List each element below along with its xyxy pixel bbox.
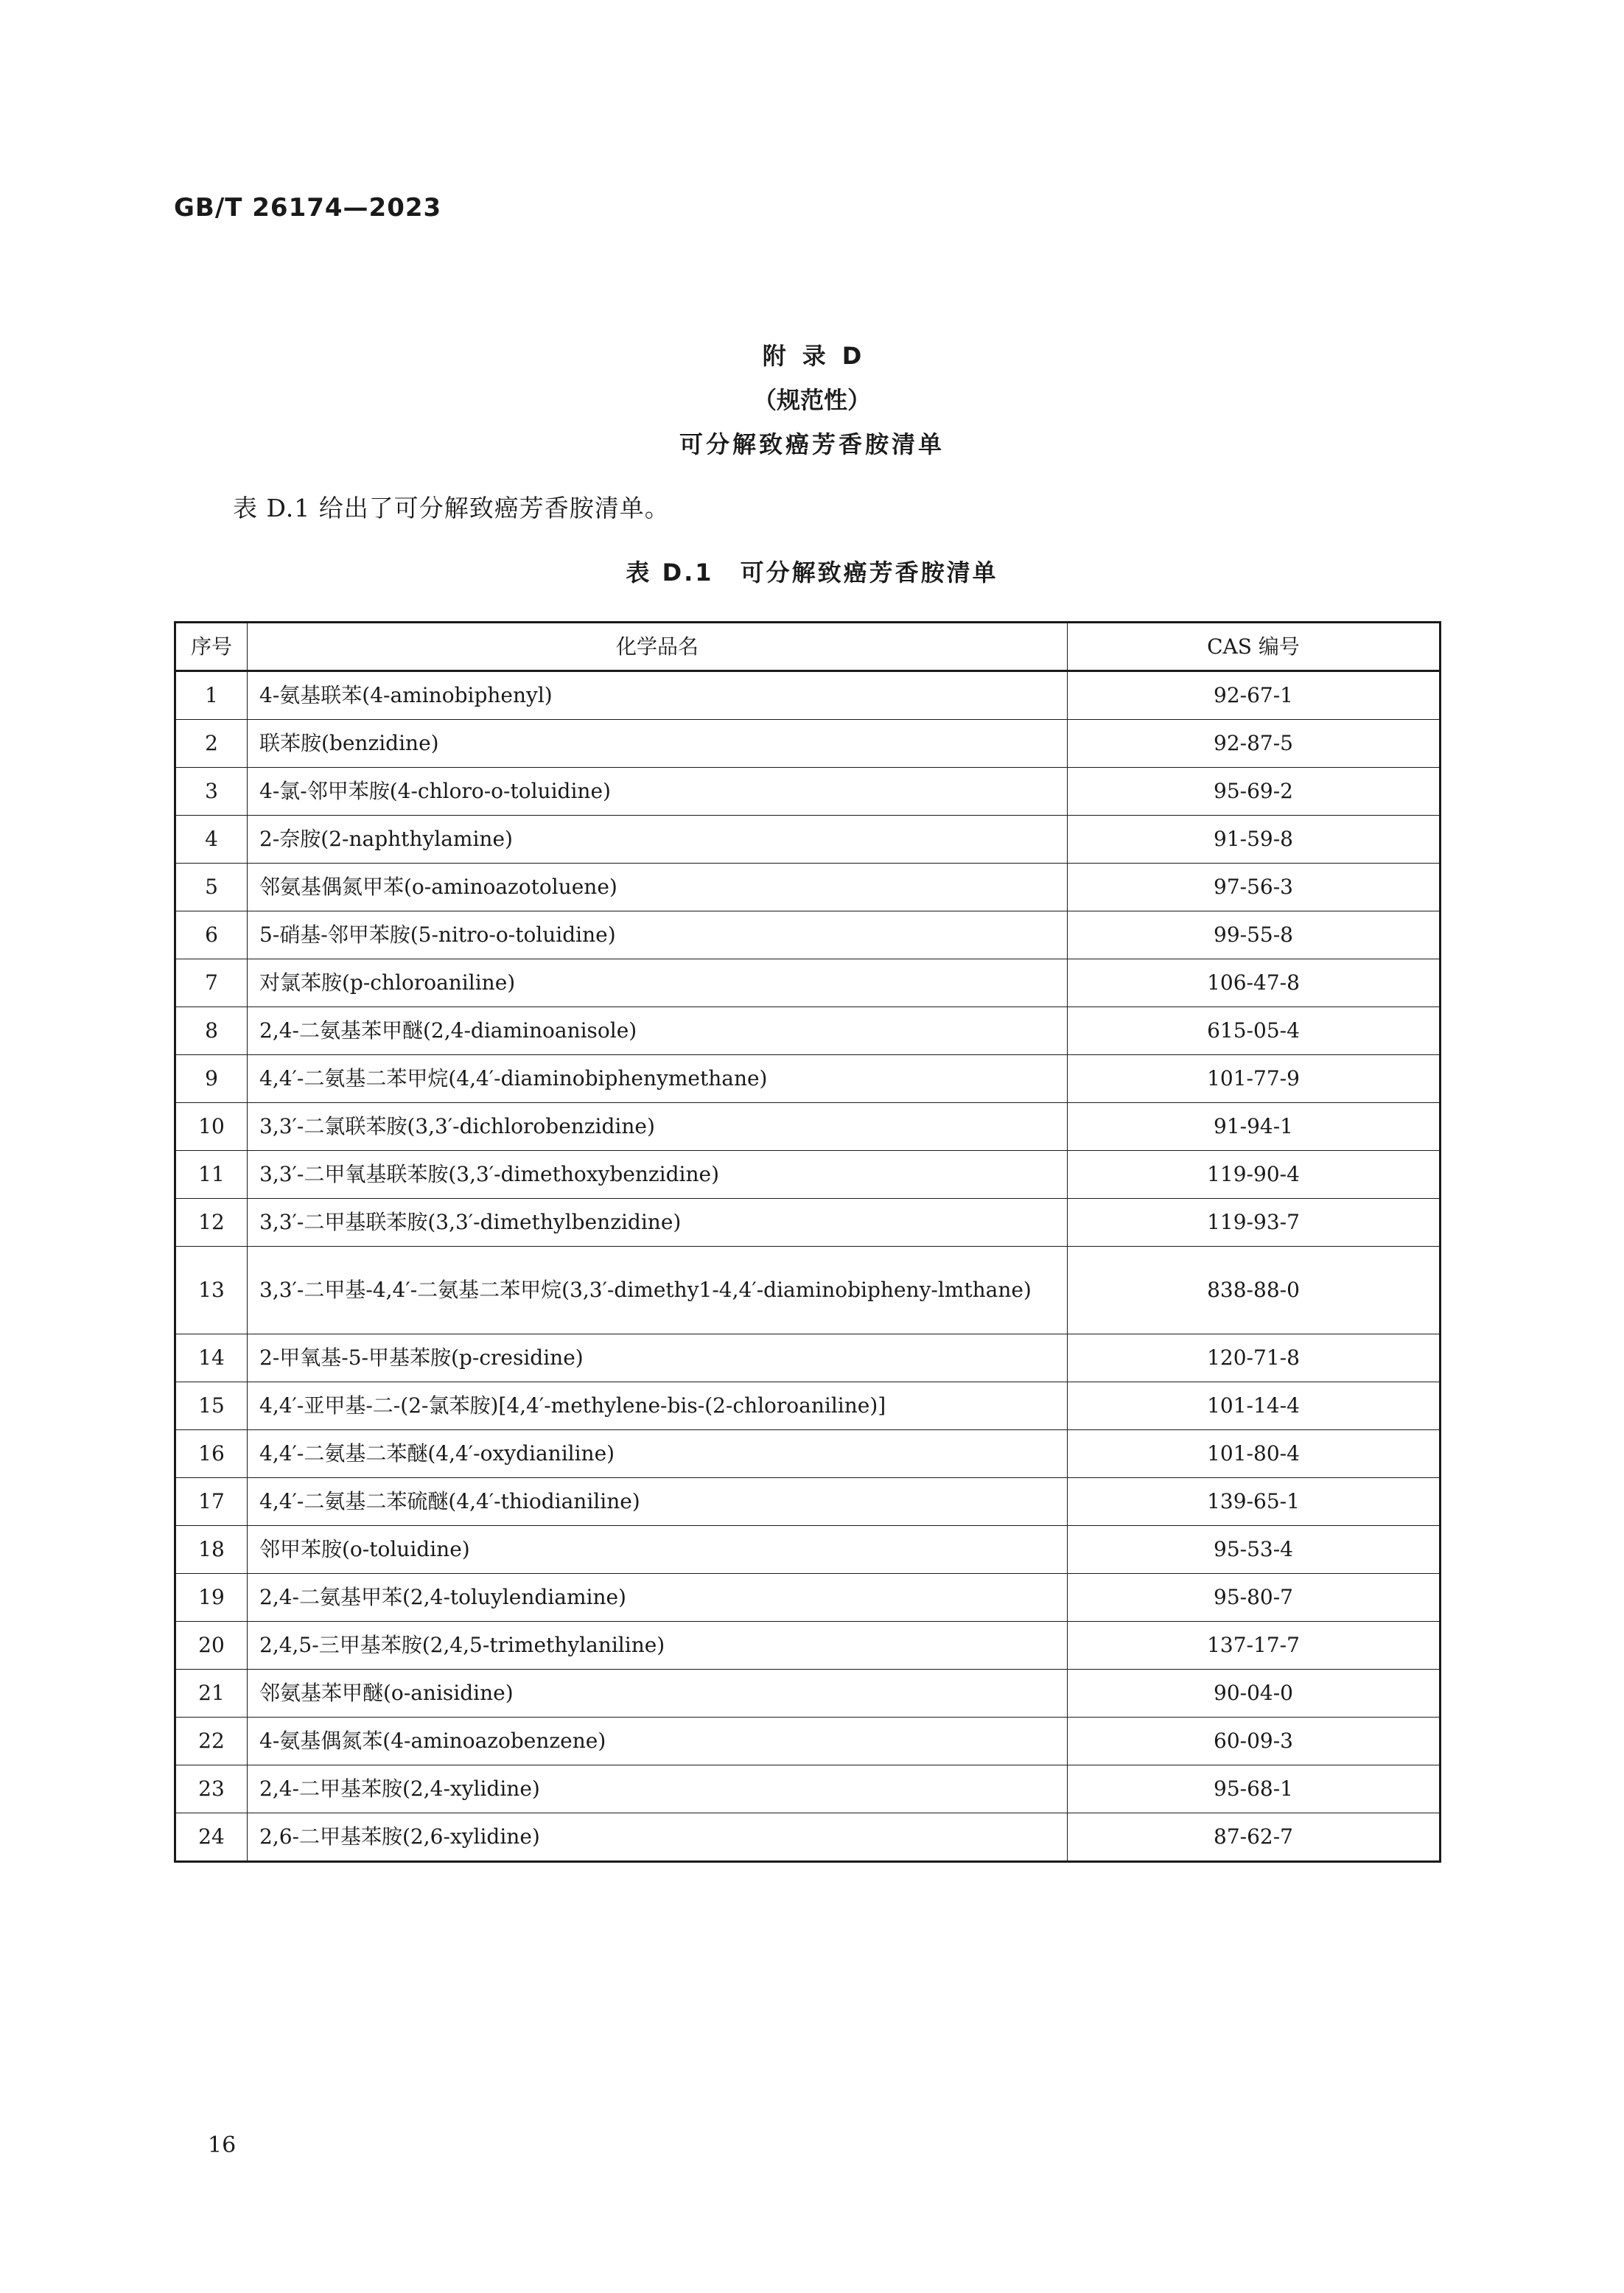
cas-number: 95-69-2 <box>1068 768 1441 816</box>
row-number: 11 <box>175 1151 248 1199</box>
table-header-row <box>175 623 1441 671</box>
table-row <box>175 1103 1441 1151</box>
row-number: 4 <box>175 816 248 864</box>
page-number: 16 <box>208 2132 237 2158</box>
cas-number: 106-47-8 <box>1068 959 1441 1007</box>
cas-number: 91-59-8 <box>1068 816 1441 864</box>
row-number: 15 <box>175 1382 248 1430</box>
chemical-name: 邻氨基苯甲醚(o-anisidine) <box>248 1670 1068 1718</box>
table-row <box>175 1007 1441 1055</box>
cas-number: 99-55-8 <box>1068 911 1441 959</box>
table-row <box>175 1622 1441 1670</box>
chemical-name: 4-氨基偶氮苯(4-aminoazobenzene) <box>248 1718 1068 1765</box>
cas-number: 97-56-3 <box>1068 864 1441 911</box>
row-number: 24 <box>175 1813 248 1862</box>
cas-number: 119-90-4 <box>1068 1151 1441 1199</box>
table-row <box>175 911 1441 959</box>
table-row <box>175 864 1441 911</box>
table-row <box>175 816 1441 864</box>
cas-number: 101-80-4 <box>1068 1430 1441 1478</box>
chemical-name: 2,4-二氨基苯甲醚(2,4-diaminoanisole) <box>248 1007 1068 1055</box>
table-body <box>175 671 1441 1862</box>
appendix-type: （规范性） <box>752 386 871 414</box>
table-row <box>175 671 1441 720</box>
row-number: 14 <box>175 1334 248 1382</box>
cas-number: 87-62-7 <box>1068 1813 1441 1862</box>
row-number: 12 <box>175 1199 248 1247</box>
table-row <box>175 720 1441 768</box>
table-row <box>175 1765 1441 1813</box>
chemical-name: 3,3′-二甲基联苯胺(3,3′-dimethylbenzidine) <box>248 1199 1068 1247</box>
cas-number: 90-04-0 <box>1068 1670 1441 1718</box>
row-number: 6 <box>175 911 248 959</box>
table-caption <box>0 554 1624 588</box>
cas-number: 838-88-0 <box>1068 1247 1441 1334</box>
table-row <box>175 959 1441 1007</box>
cas-number: 91-94-1 <box>1068 1103 1441 1151</box>
cas-number: 119-93-7 <box>1068 1199 1441 1247</box>
standard-code: GB/T 26174—2023 <box>174 193 442 223</box>
chemical-name: 2-奈胺(2-naphthylamine) <box>248 816 1068 864</box>
chemical-name: 3,3′-二氯联苯胺(3,3′-dichlorobenzidine) <box>248 1103 1068 1151</box>
row-number: 21 <box>175 1670 248 1718</box>
appendix-title: 附录D <box>762 342 878 370</box>
table-row <box>175 1334 1441 1382</box>
row-number: 1 <box>175 671 248 720</box>
row-number: 2 <box>175 720 248 768</box>
intro-paragraph: 表 D.1 给出了可分解致癌芳香胺清单。 <box>233 494 670 522</box>
chemical-name: 2,4-二甲基苯胺(2,4-xylidine) <box>248 1765 1068 1813</box>
cas-number: 95-53-4 <box>1068 1526 1441 1574</box>
column-header-cas: CAS 编号 <box>1068 623 1441 671</box>
cas-number: 139-65-1 <box>1068 1478 1441 1526</box>
cas-number: 120-71-8 <box>1068 1334 1441 1382</box>
chemical-name: 4,4′-二氨基二苯甲烷(4,4′-diaminobiphenymethane) <box>248 1055 1068 1103</box>
chemical-name: 5-硝基-邻甲苯胺(5-nitro-o-toluidine) <box>248 911 1068 959</box>
cas-number: 95-68-1 <box>1068 1765 1441 1813</box>
table-row <box>175 1813 1441 1862</box>
chemical-name: 2,4-二氨基甲苯(2,4-toluylendiamine) <box>248 1574 1068 1622</box>
row-number: 9 <box>175 1055 248 1103</box>
row-number: 7 <box>175 959 248 1007</box>
amine-table <box>174 621 1441 1863</box>
table-row <box>175 1574 1441 1622</box>
row-number: 22 <box>175 1718 248 1765</box>
cas-number: 95-80-7 <box>1068 1574 1441 1622</box>
cas-number: 60-09-3 <box>1068 1718 1441 1765</box>
chemical-name: 2-甲氧基-5-甲基苯胺(p-cresidine) <box>248 1334 1068 1382</box>
table-row <box>175 1718 1441 1765</box>
row-number: 23 <box>175 1765 248 1813</box>
chemical-name: 4,4′-亚甲基-二-(2-氯苯胺)[4,4′-methylene-bis-(2-chloroaniline)] <box>248 1382 1068 1430</box>
chemical-name: 3,3′-二甲基-4,4′-二氨基二苯甲烷(3,3′-dimethy1-4,4′-diaminobipheny-lmthane) <box>248 1247 1068 1334</box>
row-number: 8 <box>175 1007 248 1055</box>
row-number: 5 <box>175 864 248 911</box>
table-row <box>175 768 1441 816</box>
row-number: 18 <box>175 1526 248 1574</box>
chemical-name: 邻甲苯胺(o-toluidine) <box>248 1526 1068 1574</box>
appendix-subject: 可分解致癌芳香胺清单 <box>679 430 945 458</box>
chemical-name: 4-氯-邻甲苯胺(4-chloro-o-toluidine) <box>248 768 1068 816</box>
table-row <box>175 1382 1441 1430</box>
chemical-name: 4-氨基联苯(4-aminobiphenyl) <box>248 671 1068 720</box>
column-header-name: 化学品名 <box>248 623 1068 671</box>
row-number: 3 <box>175 768 248 816</box>
chemical-name: 2,6-二甲基苯胺(2,6-xylidine) <box>248 1813 1068 1862</box>
chemical-name: 对氯苯胺(p-chloroaniline) <box>248 959 1068 1007</box>
cas-number: 101-77-9 <box>1068 1055 1441 1103</box>
column-header-no: 序号 <box>175 623 248 671</box>
row-number: 10 <box>175 1103 248 1151</box>
table-row <box>175 1247 1441 1334</box>
chemical-name: 4,4′-二氨基二苯醚(4,4′-oxydianiline) <box>248 1430 1068 1478</box>
table-row <box>175 1478 1441 1526</box>
row-number: 16 <box>175 1430 248 1478</box>
chemical-name: 2,4,5-三甲基苯胺(2,4,5-trimethylaniline) <box>248 1622 1068 1670</box>
cas-number: 92-87-5 <box>1068 720 1441 768</box>
table-row <box>175 1670 1441 1718</box>
chemical-name: 邻氨基偶氮甲苯(o-aminoazotoluene) <box>248 864 1068 911</box>
cas-number: 137-17-7 <box>1068 1622 1441 1670</box>
row-number: 20 <box>175 1622 248 1670</box>
table-row <box>175 1430 1441 1478</box>
table-row <box>175 1055 1441 1103</box>
cas-number: 92-67-1 <box>1068 671 1441 720</box>
row-number: 17 <box>175 1478 248 1526</box>
table-row <box>175 1526 1441 1574</box>
row-number: 19 <box>175 1574 248 1622</box>
row-number: 13 <box>175 1247 248 1334</box>
cas-number: 615-05-4 <box>1068 1007 1441 1055</box>
chemical-name: 3,3′-二甲氧基联苯胺(3,3′-dimethoxybenzidine) <box>248 1151 1068 1199</box>
table-caption-title: 可分解致癌芳香胺清单 <box>740 559 998 587</box>
cas-number: 101-14-4 <box>1068 1382 1441 1430</box>
chemical-name: 联苯胺(benzidine) <box>248 720 1068 768</box>
chemical-name: 4,4′-二氨基二苯硫醚(4,4′-thiodianiline) <box>248 1478 1068 1526</box>
table-row <box>175 1199 1441 1247</box>
table-row <box>175 1151 1441 1199</box>
table-caption-label: 表 D.1 <box>626 559 714 587</box>
